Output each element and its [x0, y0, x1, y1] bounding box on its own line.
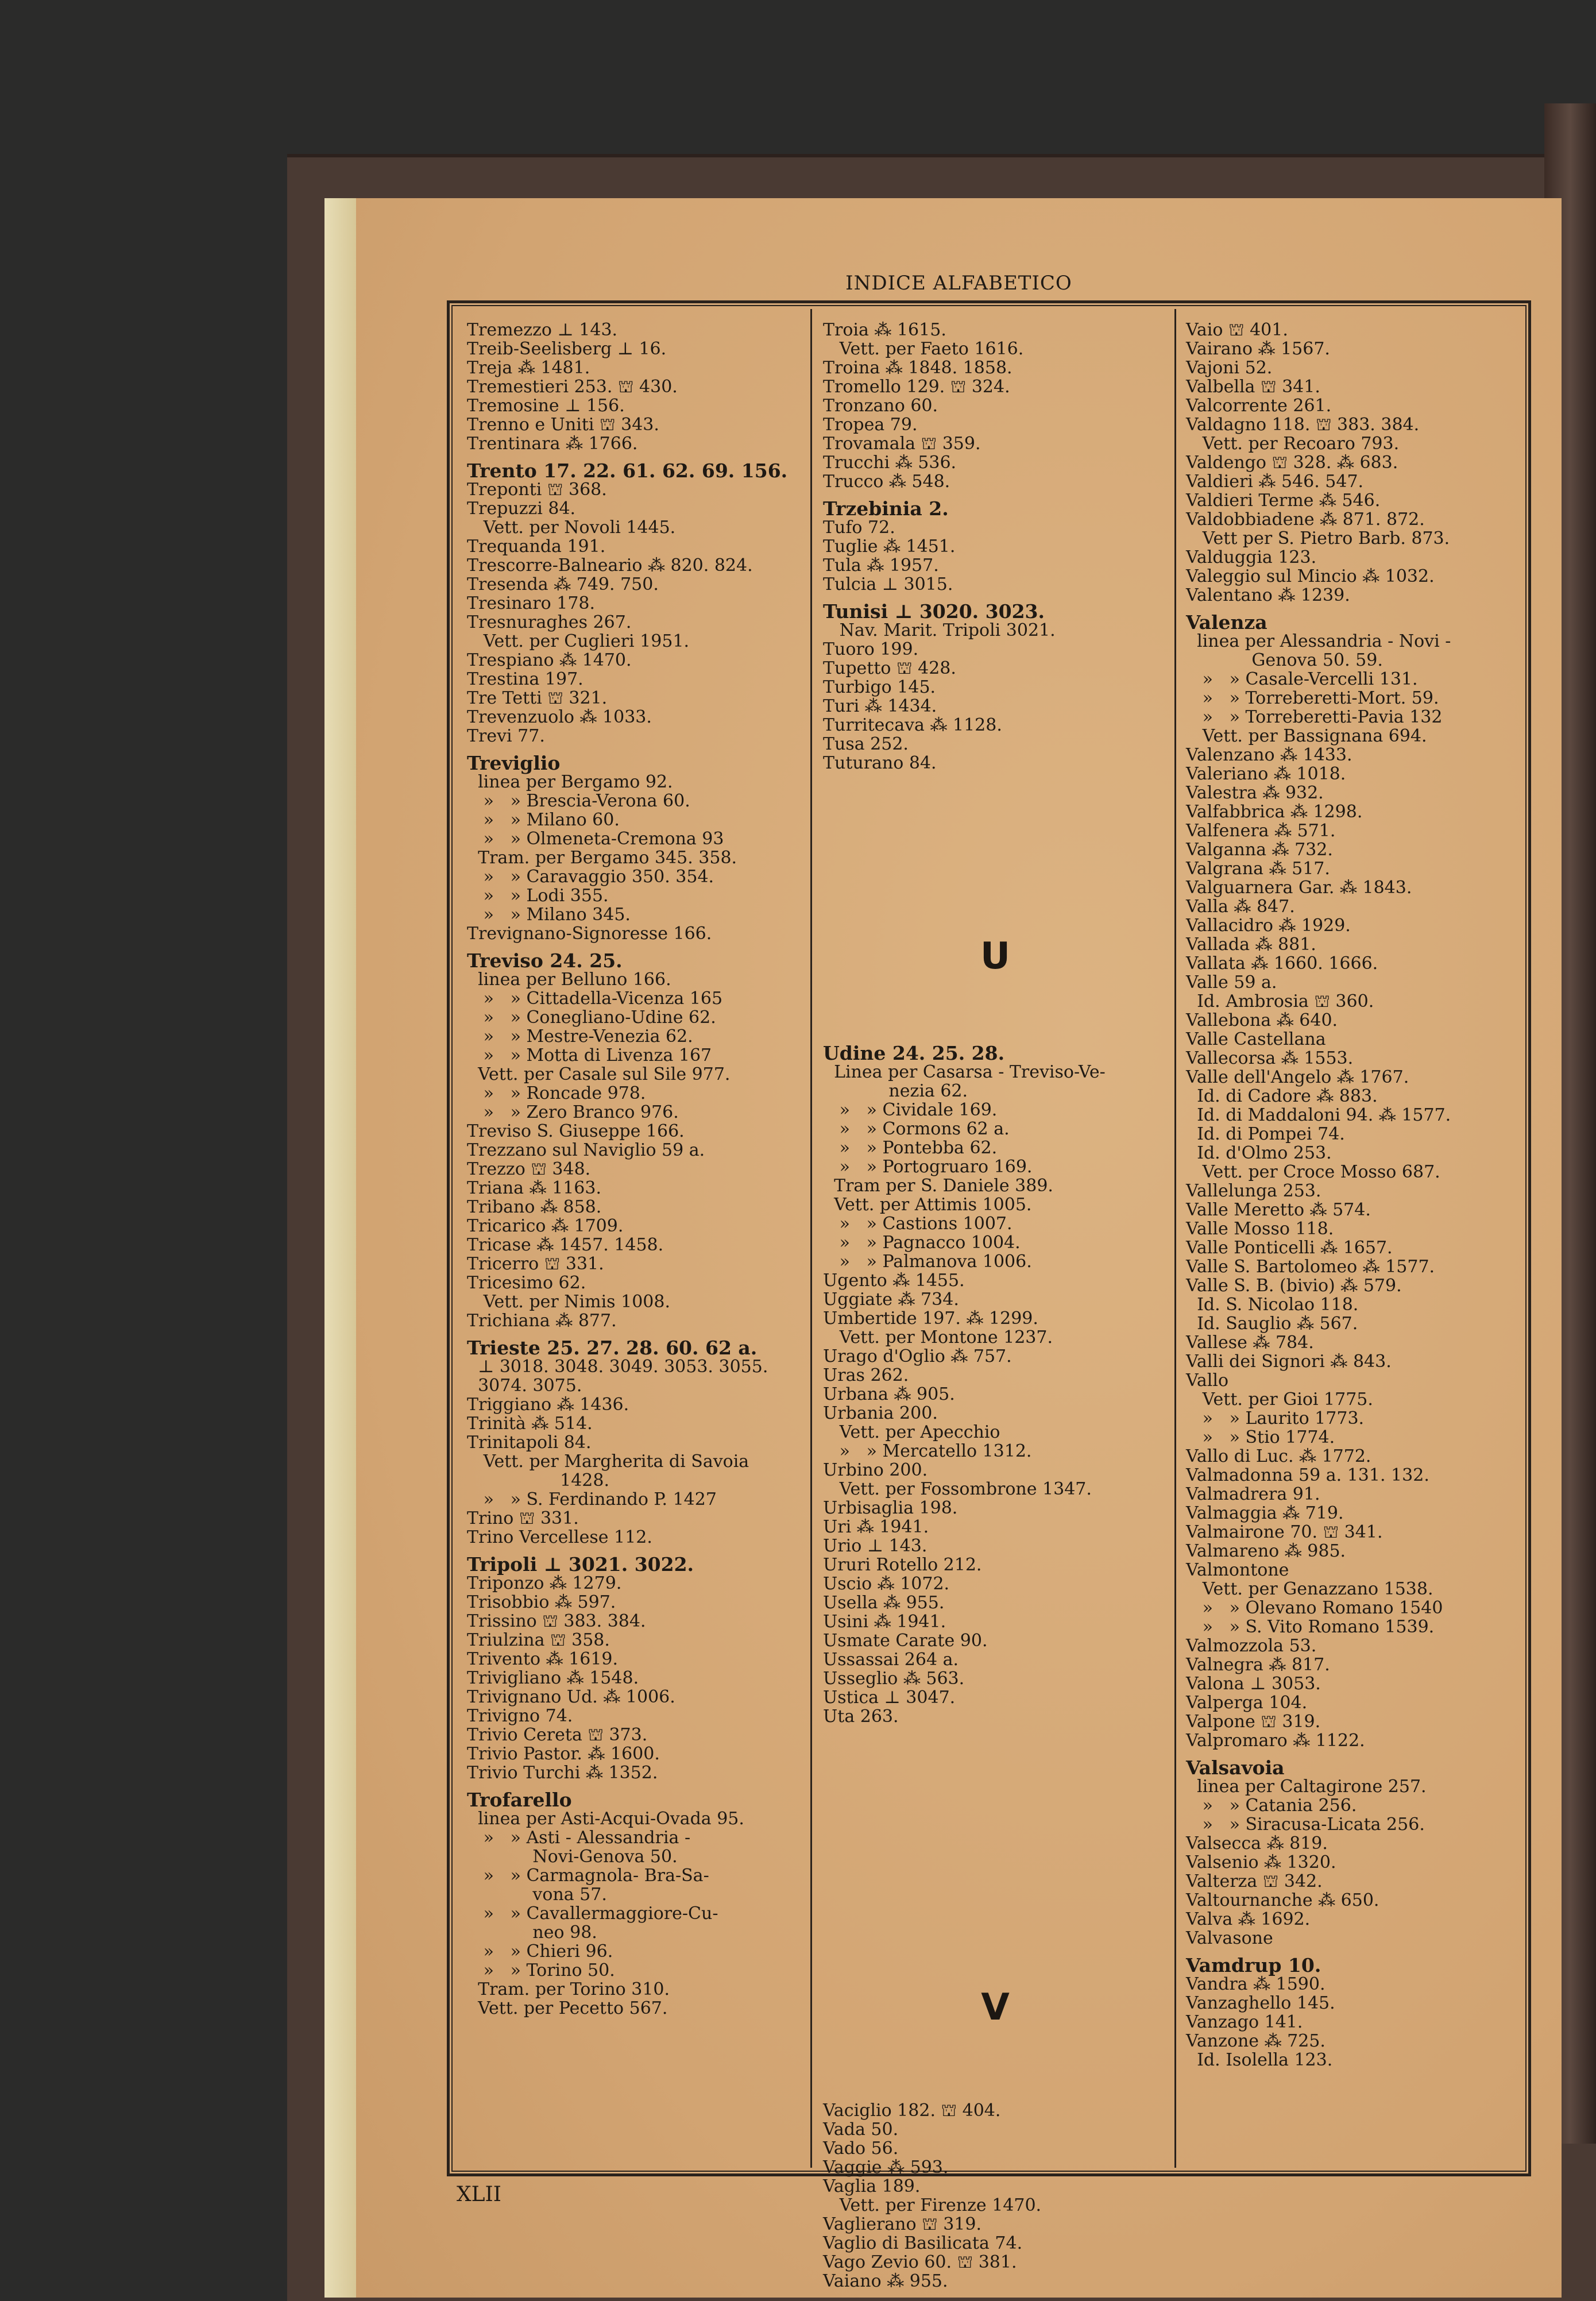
- index-entry: Tufo 72.: [823, 518, 895, 538]
- index-entry: » » Chieri 96.: [467, 1941, 613, 1962]
- index-entry: Trivigliano ⁂ 1548.: [467, 1668, 639, 1688]
- index-entry: Vallo di Luc. ⁂ 1772.: [1186, 1446, 1371, 1466]
- index-entry: Trespiano ⁂ 1470.: [467, 650, 632, 670]
- index-entry: Id. Sauglio ⁂ 567.: [1186, 1314, 1358, 1334]
- index-entry: Valmairone 70. ⛫ 341.: [1186, 1522, 1383, 1542]
- index-entry: Valmareno ⁂ 985.: [1186, 1541, 1346, 1561]
- index-entry: Trevi 77.: [467, 726, 545, 746]
- index-entry: Trisobbio ⁂ 597.: [467, 1592, 616, 1612]
- index-heading: Trento 17. 22. 61. 62. 69. 156.: [467, 460, 788, 482]
- index-entry: Tropea 79.: [823, 415, 918, 435]
- index-entry: » » Olmeneta-Cremona 93: [467, 829, 724, 849]
- index-entry: » » Cittadella-Vicenza 165: [467, 989, 723, 1009]
- index-entry: Valle Mosso 118.: [1186, 1219, 1334, 1239]
- index-entry: Valperga 104.: [1186, 1693, 1308, 1713]
- index-entry: » » S. Ferdinando P. 1427: [467, 1489, 717, 1509]
- index-entry: Urbisaglia 198.: [823, 1498, 958, 1518]
- index-entry: Trezzano sul Naviglio 59 a.: [467, 1140, 705, 1160]
- page-header: INDICE ALFABETICO: [845, 272, 1072, 295]
- index-entry: Vajoni 52.: [1186, 358, 1273, 378]
- index-entry: Urbana ⁂ 905.: [823, 1384, 955, 1404]
- index-entry: » » Carmagnola- Bra-Sa-: [467, 1866, 709, 1886]
- index-entry: Vett. per Gioi 1775.: [1186, 1389, 1373, 1410]
- index-entry: Tresenda ⁂ 749. 750.: [467, 574, 659, 594]
- index-entry: » » Zero Branco 976.: [467, 1102, 679, 1122]
- index-entry: Vett. per Nimis 1008.: [467, 1292, 670, 1312]
- index-entry: Ugento ⁂ 1455.: [823, 1271, 965, 1291]
- index-entry: » » Brescia-Verona 60.: [467, 791, 690, 811]
- index-entry: Treja ⁂ 1481.: [467, 358, 590, 378]
- index-entry: Valestra ⁂ 932.: [1186, 783, 1324, 803]
- index-entry: Turbigo 145.: [823, 677, 936, 697]
- index-entry: Vett. per Attimis 1005.: [823, 1195, 1032, 1215]
- index-entry: Vallelunga 253.: [1186, 1181, 1321, 1201]
- index-entry: » » Cividale 169.: [823, 1100, 998, 1120]
- index-entry: Trepuzzi 84.: [467, 499, 576, 519]
- index-entry: Vago Zevio 60. ⛫ 381.: [823, 2252, 1017, 2272]
- page-edge: [324, 198, 359, 2298]
- index-entry: Trino ⛫ 331.: [467, 1508, 579, 1528]
- index-entry: Tupetto ⛫ 428.: [823, 658, 956, 678]
- section-letter-v: V: [981, 1986, 1010, 2029]
- index-entry: linea per Belluno 166.: [467, 970, 671, 990]
- index-entry: Vett. per Margherita di Savoia: [467, 1451, 749, 1472]
- index-entry: Triggiano ⁂ 1436.: [467, 1395, 629, 1415]
- index-entry: » » Caravaggio 350. 354.: [467, 867, 714, 887]
- index-entry: Vallada ⁂ 881.: [1186, 935, 1316, 955]
- index-entry: » » Mercatello 1312.: [823, 1441, 1032, 1461]
- index-entry: Vallecorsa ⁂ 1553.: [1186, 1048, 1354, 1068]
- index-entry: Tremestieri 253. ⛫ 430.: [467, 377, 678, 397]
- index-entry: Vallacidro ⁂ 1929.: [1186, 916, 1351, 936]
- index-entry: vona 57.: [467, 1885, 607, 1905]
- index-entry: Valduggia 123.: [1186, 547, 1317, 567]
- index-entry: linea per Bergamo 92.: [467, 772, 673, 792]
- index-entry: » » Asti - Alessandria -: [467, 1828, 691, 1848]
- index-entry: Valle S. B. (bivio) ⁂ 579.: [1186, 1276, 1402, 1296]
- index-entry: Valmontone: [1186, 1560, 1289, 1580]
- index-entry: Valterza ⛫ 342.: [1186, 1871, 1323, 1891]
- index-entry: Valvasone: [1186, 1928, 1273, 1948]
- index-entry: Ussassai 264 a.: [823, 1650, 959, 1670]
- index-entry: Vett. per Cuglieri 1951.: [467, 631, 690, 651]
- index-entry: Trescorre-Balneario ⁂ 820. 824.: [467, 555, 753, 576]
- index-entry: Trinità ⁂ 514.: [467, 1414, 593, 1434]
- index-entry: Vaiano ⁂ 955.: [823, 2271, 948, 2291]
- index-entry: » » Torino 50.: [467, 1960, 615, 1980]
- index-entry: Valdobbiadene ⁂ 871. 872.: [1186, 509, 1425, 530]
- index-column-2-v: [823, 2101, 1168, 2291]
- index-entry: Vallata ⁂ 1660. 1666.: [1186, 953, 1378, 974]
- index-entry: Vanzone ⁂ 725.: [1186, 2031, 1326, 2051]
- index-entry: » » Laurito 1773.: [1186, 1408, 1365, 1429]
- index-entry: Urio ⊥ 143.: [823, 1536, 928, 1556]
- index-entry: Valganna ⁂ 732.: [1186, 840, 1333, 860]
- index-entry: Vandra ⁂ 1590.: [1186, 1974, 1326, 1994]
- index-entry: Tuturano 84.: [823, 753, 937, 773]
- index-entry: Id. d'Olmo 253.: [1186, 1143, 1332, 1163]
- index-entry: » » Motta di Livenza 167: [467, 1045, 712, 1065]
- index-entry: » » Siracusa-Licata 256.: [1186, 1814, 1425, 1835]
- index-entry: linea per Caltagirone 257.: [1186, 1777, 1427, 1797]
- index-entry: Id. Isolella 123.: [1186, 2050, 1333, 2070]
- index-entry: Tromello 129. ⛫ 324.: [823, 377, 1010, 397]
- index-entry: Trezzo ⛫ 348.: [467, 1159, 591, 1179]
- index-entry: » » Pagnacco 1004.: [823, 1233, 1021, 1253]
- index-heading: Tripoli ⊥ 3021. 3022.: [467, 1553, 694, 1576]
- index-entry: Valpromaro ⁂ 1122.: [1186, 1731, 1365, 1751]
- index-entry: Valsenio ⁂ 1320.: [1186, 1852, 1336, 1873]
- index-entry: Vett. per Apecchio: [823, 1422, 1000, 1442]
- index-entry: Tresnuraghes 267.: [467, 612, 632, 632]
- index-entry: Uras 262.: [823, 1365, 909, 1385]
- index-entry: Vado 56.: [823, 2138, 899, 2159]
- index-entry: Genova 50. 59.: [1186, 650, 1383, 670]
- index-entry: » » Cormons 62 a.: [823, 1119, 1010, 1139]
- index-entry: » » Pontebba 62.: [823, 1138, 998, 1158]
- index-entry: Valenzano ⁂ 1433.: [1186, 745, 1352, 765]
- index-entry: Vett. per Montone 1237.: [823, 1327, 1053, 1348]
- index-entry: Tricesimo 62.: [467, 1273, 586, 1293]
- index-entry: Usmate Carate 90.: [823, 1631, 988, 1651]
- index-entry: Usella ⁂ 955.: [823, 1593, 945, 1613]
- index-heading: Trieste 25. 27. 28. 60. 62 a.: [467, 1337, 758, 1359]
- index-entry: » » Milano 345.: [467, 905, 631, 925]
- index-entry: » » Torreberetti-Mort. 59.: [1186, 688, 1439, 708]
- index-entry: Vallese ⁂ 784.: [1186, 1333, 1314, 1353]
- index-entry: Vanzago 141.: [1186, 2012, 1303, 2032]
- index-entry: Trivento ⁂ 1619.: [467, 1649, 619, 1669]
- index-entry: Troia ⁂ 1615.: [823, 320, 946, 340]
- index-entry: Valle 59 a.: [1186, 972, 1277, 993]
- index-entry: ⊥ 3018. 3048. 3049. 3053. 3055.: [467, 1357, 768, 1377]
- index-entry: Vada 50.: [823, 2119, 899, 2140]
- index-entry: Trivio Pastor. ⁂ 1600.: [467, 1744, 660, 1764]
- index-entry: » » Stio 1774.: [1186, 1427, 1335, 1447]
- index-entry: Vallebona ⁂ 640.: [1186, 1010, 1338, 1030]
- index-heading: Vamdrup 10.: [1186, 1954, 1321, 1976]
- index-entry: Uggiate ⁂ 734.: [823, 1290, 959, 1310]
- index-entry: Valdieri ⁂ 546. 547.: [1186, 472, 1364, 492]
- index-entry: Vett. per Faeto 1616.: [823, 339, 1024, 359]
- index-entry: Tulcia ⊥ 3015.: [823, 574, 953, 594]
- index-entry: Valeggio sul Mincio ⁂ 1032.: [1186, 566, 1435, 586]
- index-entry: » » Castions 1007.: [823, 1214, 1013, 1234]
- index-entry: Valbella ⛫ 341.: [1186, 377, 1320, 397]
- index-entry: Vett. per Firenze 1470.: [823, 2195, 1042, 2215]
- index-entry: Vett per S. Pietro Barb. 873.: [1186, 528, 1450, 549]
- index-column-3: [1186, 321, 1531, 2070]
- index-column-2-t: [823, 321, 1168, 773]
- index-entry: » » Portogruaro 169.: [823, 1157, 1033, 1177]
- index-entry: Trucco ⁂ 548.: [823, 472, 950, 492]
- index-entry: » » Casale-Vercelli 131.: [1186, 669, 1418, 689]
- index-entry: Valguarnera Gar. ⁂ 1843.: [1186, 878, 1412, 898]
- index-entry: Treviso S. Giuseppe 166.: [467, 1121, 685, 1141]
- index-entry: Ururi Rotello 212.: [823, 1555, 982, 1575]
- index-entry: Triponzo ⁂ 1279.: [467, 1573, 622, 1593]
- index-entry: linea per Alessandria - Novi -: [1186, 631, 1451, 651]
- index-entry: Vaglio di Basilicata 74.: [823, 2233, 1023, 2253]
- index-heading: Treviso 24. 25.: [467, 949, 623, 972]
- index-entry: Urbania 200.: [823, 1403, 938, 1423]
- index-entry: » » Milano 60.: [467, 810, 620, 830]
- index-entry: Tremosine ⊥ 156.: [467, 396, 625, 416]
- index-entry: nezia 62.: [823, 1081, 968, 1101]
- index-entry: » » Lodi 355.: [467, 886, 609, 906]
- index-entry: Valle Ponticelli ⁂ 1657.: [1186, 1238, 1393, 1258]
- index-entry: Tuoro 199.: [823, 639, 919, 659]
- index-entry: » » Mestre-Venezia 62.: [467, 1026, 693, 1047]
- column-rule: [1174, 309, 1176, 2168]
- index-entry: neo 98.: [467, 1922, 597, 1943]
- index-entry: Urbino 200.: [823, 1460, 928, 1480]
- index-entry: Triulzina ⛫ 358.: [467, 1630, 610, 1650]
- index-column-2-u: [823, 1036, 1168, 1726]
- index-entry: » » Palmanova 1006.: [823, 1252, 1032, 1272]
- index-entry: Tresinaro 178.: [467, 593, 596, 613]
- index-entry: Id. di Pompei 74.: [1186, 1124, 1345, 1144]
- index-entry: Tricerro ⛫ 331.: [467, 1254, 604, 1274]
- index-entry: Trivio Turchi ⁂ 1352.: [467, 1763, 658, 1783]
- index-entry: Vett. per Pecetto 567.: [467, 1998, 668, 2018]
- index-entry: Usini ⁂ 1941.: [823, 1612, 946, 1632]
- index-heading: Udine 24. 25. 28.: [823, 1042, 1005, 1064]
- index-entry: Valeriano ⁂ 1018.: [1186, 764, 1346, 784]
- index-entry: Vett. per Bassignana 694.: [1186, 726, 1427, 746]
- index-heading: Tunisi ⊥ 3020. 3023.: [823, 600, 1045, 623]
- index-entry: Trichiana ⁂ 877.: [467, 1311, 617, 1331]
- index-entry: Valmadrera 91.: [1186, 1484, 1320, 1504]
- index-entry: » » Torreberetti-Pavia 132: [1186, 707, 1443, 727]
- index-entry: » » Cavallermaggiore-Cu-: [467, 1904, 718, 1924]
- index-entry: Novi-Genova 50.: [467, 1847, 678, 1867]
- index-entry: Trucchi ⁂ 536.: [823, 453, 957, 473]
- index-entry: Valmadonna 59 a. 131. 132.: [1186, 1465, 1429, 1485]
- index-entry: » » Roncade 978.: [467, 1083, 646, 1103]
- index-column-1: [467, 321, 811, 2018]
- index-heading: Treviglio: [467, 752, 561, 774]
- index-entry: Valentano ⁂ 1239.: [1186, 585, 1350, 605]
- index-entry: Tricarico ⁂ 1709.: [467, 1216, 624, 1236]
- index-entry: Valtournanche ⁂ 650.: [1186, 1890, 1379, 1910]
- index-entry: Vaciglio 182. ⛫ 404.: [823, 2101, 1001, 2121]
- index-entry: Trissino ⛫ 383. 384.: [467, 1611, 646, 1631]
- index-entry: Trenno e Uniti ⛫ 343.: [467, 415, 659, 435]
- index-entry: Tusa 252.: [823, 734, 909, 754]
- index-entry: Trentinara ⁂ 1766.: [467, 434, 638, 454]
- index-entry: Vaglia 189.: [823, 2176, 921, 2196]
- index-entry: Vairano ⁂ 1567.: [1186, 339, 1330, 359]
- index-entry: Tula ⁂ 1957.: [823, 555, 939, 576]
- index-entry: Valsecca ⁂ 819.: [1186, 1833, 1328, 1854]
- index-entry: Tram. per Bergamo 345. 358.: [467, 848, 737, 868]
- index-entry: » » S. Vito Romano 1539.: [1186, 1617, 1435, 1637]
- index-entry: Tribano ⁂ 858.: [467, 1197, 602, 1217]
- index-entry: Trovamala ⛫ 359.: [823, 434, 981, 454]
- index-entry: Uta 263.: [823, 1707, 899, 1727]
- index-entry: Vett. per Croce Mosso 687.: [1186, 1162, 1440, 1182]
- index-entry: Tram per S. Daniele 389.: [823, 1176, 1053, 1196]
- index-entry: Valle dell'Angelo ⁂ 1767.: [1186, 1067, 1409, 1087]
- index-entry: Vett. per Novoli 1445.: [467, 518, 676, 538]
- index-entry: Triana ⁂ 1163.: [467, 1178, 601, 1198]
- index-entry: Vallo: [1186, 1370, 1229, 1391]
- index-entry: Trino Vercellese 112.: [467, 1527, 652, 1547]
- index-entry: » » Olevano Romano 1540: [1186, 1598, 1443, 1618]
- index-entry: Usseglio ⁂ 563.: [823, 1669, 965, 1689]
- index-entry: Id. di Maddaloni 94. ⁂ 1577.: [1186, 1105, 1451, 1125]
- index-entry: 3074. 3075.: [467, 1376, 582, 1396]
- index-entry: Tre Tetti ⛫ 321.: [467, 688, 608, 708]
- index-entry: Nav. Marit. Tripoli 3021.: [823, 620, 1056, 640]
- index-entry: Trequanda 191.: [467, 536, 606, 557]
- index-entry: Valdengo ⛫ 328. ⁂ 683.: [1186, 453, 1398, 473]
- index-entry: Trinitapoli 84.: [467, 1433, 592, 1453]
- index-entry: Tuglie ⁂ 1451.: [823, 536, 956, 557]
- index-entry: Trevignano-Signoresse 166.: [467, 924, 712, 944]
- index-entry: Valpone ⛫ 319.: [1186, 1712, 1321, 1732]
- index-entry: Vaio ⛫ 401.: [1186, 320, 1288, 340]
- index-entry: Uscio ⁂ 1072.: [823, 1574, 950, 1594]
- index-entry: Id. S. Nicolao 118.: [1186, 1295, 1359, 1315]
- index-entry: Trivio Cereta ⛫ 373.: [467, 1725, 648, 1745]
- index-entry: Valcorrente 261.: [1186, 396, 1332, 416]
- section-letter-u: U: [980, 935, 1010, 978]
- index-entry: Vett. per Casale sul Sile 977.: [467, 1064, 731, 1084]
- index-entry: » » Conegliano-Udine 62.: [467, 1007, 716, 1028]
- index-entry: Turi ⁂ 1434.: [823, 696, 937, 716]
- index-entry: Valdieri Terme ⁂ 546.: [1186, 491, 1381, 511]
- index-entry: Treib-Seelisberg ⊥ 16.: [467, 339, 667, 359]
- index-heading: Trofarello: [467, 1789, 572, 1811]
- index-entry: Valva ⁂ 1692.: [1186, 1909, 1311, 1929]
- index-entry: Valle S. Bartolomeo ⁂ 1577.: [1186, 1257, 1435, 1277]
- index-entry: Tram. per Torino 310.: [467, 1979, 670, 1999]
- index-heading: Valenza: [1186, 611, 1267, 634]
- index-entry: Valla ⁂ 847.: [1186, 897, 1295, 917]
- index-entry: Trestina 197.: [467, 669, 583, 689]
- index-entry: Tronzano 60.: [823, 396, 938, 416]
- index-entry: linea per Asti-Acqui-Ovada 95.: [467, 1809, 744, 1829]
- index-entry: Trevenzuolo ⁂ 1033.: [467, 707, 652, 727]
- index-entry: Troina ⁂ 1848. 1858.: [823, 358, 1013, 378]
- index-entry: Valli dei Signori ⁂ 843.: [1186, 1352, 1392, 1372]
- index-entry: Id. di Cadore ⁂ 883.: [1186, 1086, 1378, 1106]
- index-entry: Id. Ambrosia ⛫ 360.: [1186, 991, 1374, 1011]
- index-entry: » » Catania 256.: [1186, 1796, 1357, 1816]
- index-entry: Valfabbrica ⁂ 1298.: [1186, 802, 1363, 822]
- index-entry: Valfenera ⁂ 571.: [1186, 821, 1336, 841]
- index-entry: 1428.: [467, 1470, 609, 1491]
- page-number: XLII: [457, 2183, 501, 2206]
- index-entry: Vett. per Fossombrone 1347.: [823, 1479, 1092, 1499]
- index-entry: Vanzaghello 145.: [1186, 1993, 1335, 2013]
- index-entry: Urago d'Oglio ⁂ 757.: [823, 1346, 1012, 1366]
- index-entry: Valmozzola 53.: [1186, 1636, 1317, 1656]
- index-entry: Trivignano Ud. ⁂ 1006.: [467, 1687, 675, 1707]
- index-entry: Uri ⁂ 1941.: [823, 1517, 929, 1537]
- index-entry: Vett. per Genazzano 1538.: [1186, 1579, 1433, 1599]
- index-entry: Vett. per Recoaro 793.: [1186, 434, 1400, 454]
- index-entry: Turritecava ⁂ 1128.: [823, 715, 1002, 735]
- index-entry: Linea per Casarsa - Treviso-Ve-: [823, 1062, 1106, 1082]
- index-entry: Valle Meretto ⁂ 574.: [1186, 1200, 1371, 1220]
- index-entry: Valgrana ⁂ 517.: [1186, 859, 1330, 879]
- index-entry: Vaggie ⁂ 593.: [823, 2157, 949, 2178]
- index-entry: Valdagno 118. ⛫ 383. 384.: [1186, 415, 1420, 435]
- index-entry: Tremezzo ⊥ 143.: [467, 320, 618, 340]
- index-entry: Tricase ⁂ 1457. 1458.: [467, 1235, 664, 1255]
- index-entry: Trivigno 74.: [467, 1706, 573, 1726]
- index-entry: Valmaggia ⁂ 719.: [1186, 1503, 1344, 1523]
- index-page: [356, 198, 1562, 2298]
- index-entry: Umbertide 197. ⁂ 1299.: [823, 1308, 1038, 1329]
- index-entry: Ustica ⊥ 3047.: [823, 1688, 956, 1708]
- index-heading: Trzebinia 2.: [823, 497, 949, 520]
- index-entry: Treponti ⛫ 368.: [467, 480, 607, 500]
- index-entry: Vaglierano ⛫ 319.: [823, 2214, 981, 2234]
- index-heading: Valsavoia: [1186, 1756, 1285, 1779]
- index-entry: Valle Castellana: [1186, 1029, 1326, 1049]
- index-entry: Valona ⊥ 3053.: [1186, 1674, 1321, 1694]
- index-entry: Valnegra ⁂ 817.: [1186, 1655, 1330, 1675]
